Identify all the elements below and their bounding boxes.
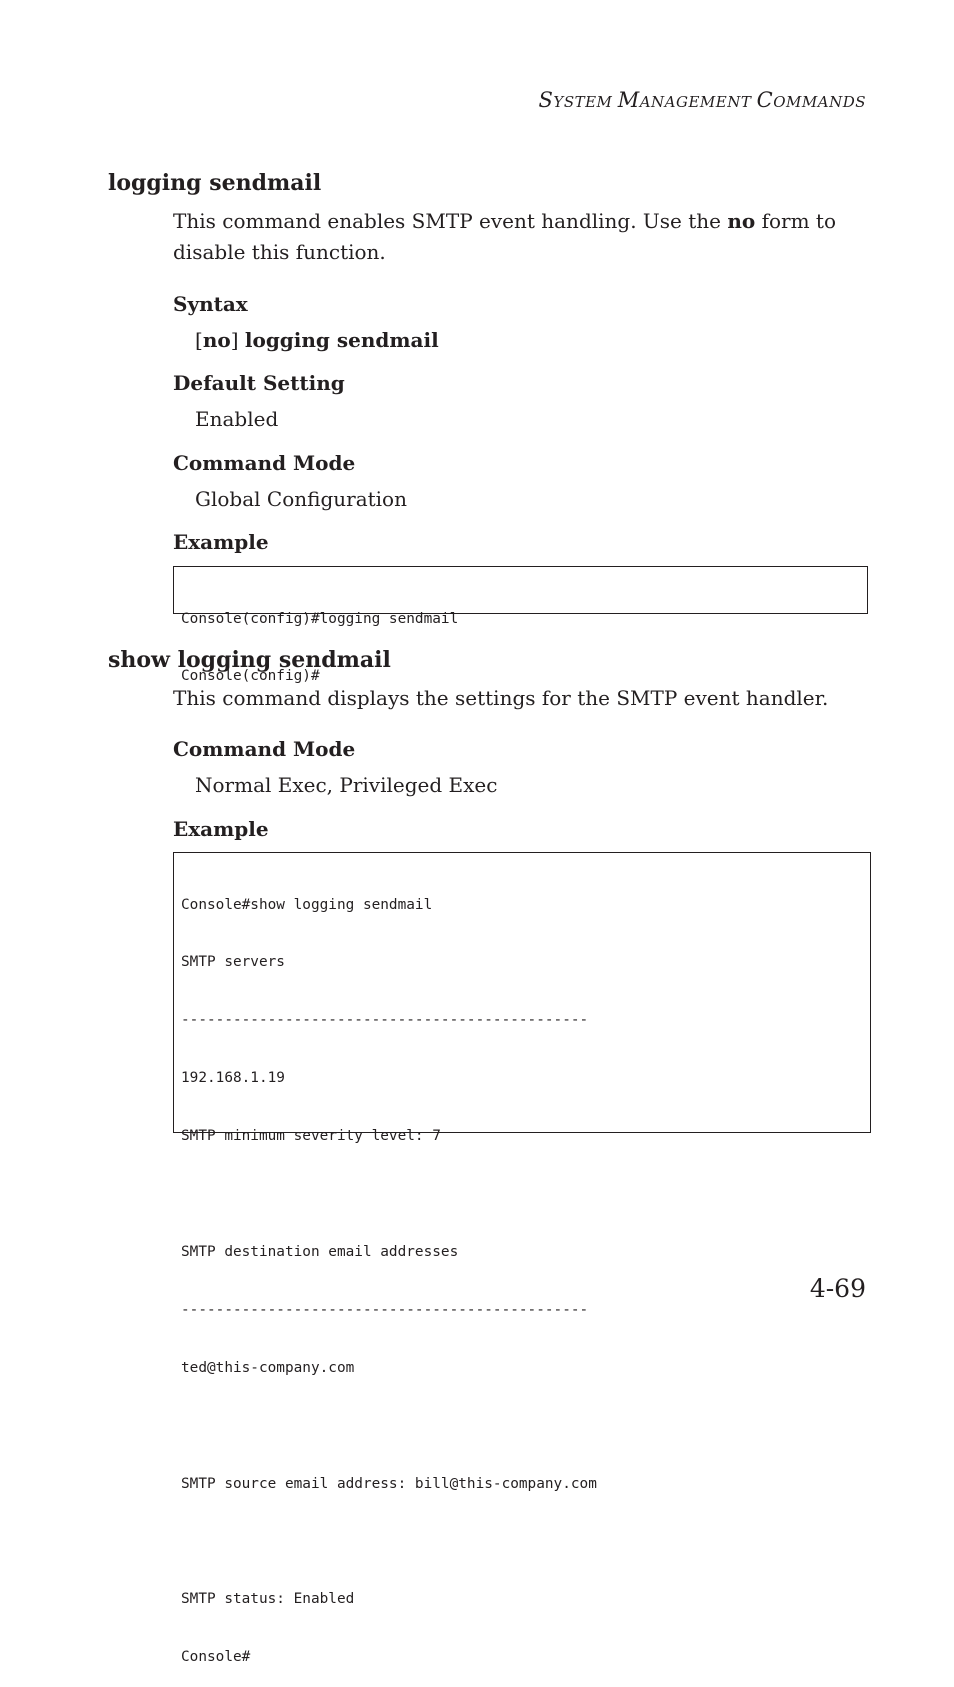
command-mode-value: Global Configuration	[195, 487, 407, 511]
code-line: SMTP destination email addresses	[181, 1243, 459, 1260]
example-heading: Example	[173, 530, 269, 554]
code-line: Console#show logging sendmail	[181, 896, 433, 913]
code-line	[181, 1417, 863, 1436]
default-setting-value: Enabled	[195, 407, 279, 431]
header-part-2: MANAGEMENT	[617, 88, 757, 112]
section-title-logging-sendmail: logging sendmail	[108, 170, 322, 196]
running-header	[539, 88, 866, 112]
section-title-show-logging-sendmail: show logging sendmail	[108, 647, 391, 673]
code-line: Console(config)#	[181, 668, 320, 685]
code-line: SMTP servers	[181, 954, 285, 971]
page-number: 4-69	[809, 1274, 866, 1303]
command-mode-heading: Command Mode	[173, 451, 356, 475]
code-line: Console#	[181, 1649, 251, 1666]
section1-description: This command enables SMTP event handling. Use the no form to disable this function.	[173, 209, 837, 264]
code-line: SMTP status: Enabled	[181, 1591, 355, 1608]
code-line: SMTP source email address: bill@this-company.com	[181, 1475, 597, 1492]
code-line: Console(config)#logging sendmail	[181, 610, 459, 627]
syntax-heading: Syntax	[173, 292, 248, 316]
syntax-line: [no] logging sendmail	[195, 328, 439, 352]
code-line	[181, 1532, 863, 1551]
default-setting-heading: Default Setting	[173, 371, 345, 395]
example-heading: Example	[173, 817, 269, 841]
code-line: -----------------------------------------------	[181, 1012, 589, 1029]
header-part-1: SYSTEM	[538, 88, 618, 112]
command-mode-heading: Command Mode	[173, 737, 356, 761]
code-line: SMTP minimum severity level: 7	[181, 1128, 441, 1145]
code-line: 192.168.1.19	[181, 1070, 285, 1087]
code-line: ted@this-company.com	[181, 1359, 355, 1376]
code-line	[181, 1185, 863, 1204]
code-line: -----------------------------------------------	[181, 1301, 589, 1318]
command-mode-value: Normal Exec, Privileged Exec	[195, 773, 498, 797]
header-part-3: COMMANDS	[756, 88, 866, 112]
section2-description: This command displays the settings for the SMTP event handler.	[173, 686, 829, 710]
